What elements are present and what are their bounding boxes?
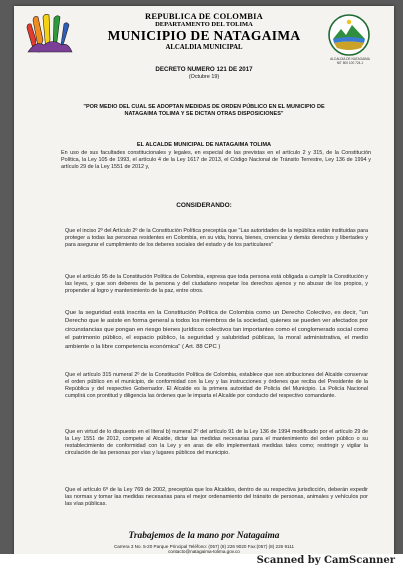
seal-caption bbox=[314, 57, 386, 65]
considering-paragraph: Que el artículo 6º de la Ley 769 de 2002, preceptúa que los Alcaldes, dentro de su respectiva jurisdicción, deberán expedir las normas y tomar las medidas necesarias para el mejor ordenamiento del tránsito de personas, animales y vehículos por las vías públicas. bbox=[65, 487, 368, 508]
decree-title-line-2: NATAGAIMA TOLIMA Y SE DICTAN OTRAS DISPOSICIONES" bbox=[124, 111, 284, 118]
decree-title-line-1: "POR MEDIO DEL CUAL SE ADOPTAN MEDIDAS DE ORDEN PÚBLICO EN EL MUNICIPIO DE bbox=[83, 104, 325, 110]
municipal-seal-icon bbox=[328, 14, 370, 56]
decree-title bbox=[14, 104, 394, 119]
considering-paragraph: Que el artículo 315 numeral 2º de la Constitución Política de Colombia, establece que son atribuciones del Alcalde conservar el orden público en el municipio, de conformidad con la Ley y las instrucciones y órdenes que reciba del Presidente de la República y del respectivo Gobernador. El Alcalde es la primera autoridad de Policía del Municipio. La Policía Nacional cumplirá con prontitud y diligencia las órdenes que le imparta el Alcalde por conducto del respectivo comandante. bbox=[65, 372, 368, 399]
hands-logo-icon bbox=[22, 12, 76, 54]
republic-heading: REPUBLICA DE COLOMBIA bbox=[144, 11, 264, 21]
seal-caption-title: ALCALDIA DE NATAGAIMA bbox=[330, 57, 370, 61]
mayor-heading: EL ALCALDE MUNICIPAL DE NATAGAIMA TOLIMA bbox=[136, 142, 272, 148]
scanner-watermark bbox=[0, 554, 403, 571]
decree-number: DECRETO NUMERO 121 DE 2017 bbox=[155, 66, 253, 73]
department-heading: DEPARTAMENTO DEL TOLIMA bbox=[155, 21, 253, 28]
document-page bbox=[14, 6, 394, 558]
office-heading: ALCALDIA MUNICIPAL bbox=[165, 44, 243, 51]
footer-email: contacto@natagaima-tolima.gov.co bbox=[168, 549, 240, 554]
document-header bbox=[84, 12, 324, 52]
preamble-paragraph: En uso de sus facultades constitucionales y legales, en especial de las previstas en el artículo 2 y 315, de la Constitución Política, la Ley 105 de 1993, el artículo 4 de la Ley 1617 de 2013, el Código Nacional de Tránsito Terrestre, Ley 136 de 1994 y artículo 29 de la Ley 1551 de 2012 y, bbox=[61, 150, 371, 170]
considering-paragraph: Que en virtud de lo dispuesto en el literal b) numeral 2º del artículo 91 de la Ley 136 de 1994 modificado por el artículo 29 de la Ley 1551 de 2012, compete al Alcalde, dictar las medidas necesarias para el mantenimiento del orden público o su restablecimiento de conformidad con la Ley y en aras de ello implementará medidas tales como; restringir y vigilar la circulación de las personas por vías y lugares públicos del municipio. bbox=[65, 429, 368, 456]
considering-paragraph: Que el artículo 95 de la Constitución Política de Colombia, expresa que toda persona está obligada a cumplir la Constitución y las leyes, y que son deberes de la persona y del ciudadano respetar los derechos ajenos y no abusar de los propios, y propender al logro y mantenimiento de la paz, entre otros. bbox=[65, 274, 368, 294]
decree-date: (Octubre 19) bbox=[188, 74, 220, 80]
considering-paragraph: Que el inciso 2º del Artículo 2º de la Constitución Política preceptúa que "Las autoridades de la república están instituidas para proteger a todas las personas residentes en Colombia, en su vida, honra, bienes, creencias y demás derechos y libertades y para asegurar el cumplimiento de los deberes sociales del estado y de los particulares" bbox=[65, 228, 368, 248]
footer-address: Carrera 3 No. 5-20 Parque Principal Teléfono: (057) (8) 226 9020 Fax:(057) (8) 226 9111 bbox=[113, 544, 295, 549]
considering-paragraph: Que la seguridad está inscrita en la Constitución Política de Colombia como un Derecho Colectivo, es decir, "un Derecho que le asiste en forma general a todos los miembros de la sociedad, quienes se pueden ver afectados por circunstancias que pongan en riesgo bienes jurídicos colectivos tan importantes como el conglomerado social como el patrimonio público, el espacio público, la seguridad y salubridad públicas, la moral administrativa, el medio ambiente o la libre competencia económica" ( Art. 88 CPC ) bbox=[65, 310, 368, 350]
seal-caption-nit: NIT 800 100 724-1 bbox=[336, 61, 364, 65]
considering-heading: CONSIDERANDO: bbox=[176, 202, 232, 209]
scanner-label: Scanned by CamScanner bbox=[256, 555, 395, 566]
footer-slogan: Trabajemos de la mano por Natagaima bbox=[128, 531, 280, 541]
municipality-heading: MUNICIPIO DE NATAGAIMA bbox=[107, 28, 301, 43]
